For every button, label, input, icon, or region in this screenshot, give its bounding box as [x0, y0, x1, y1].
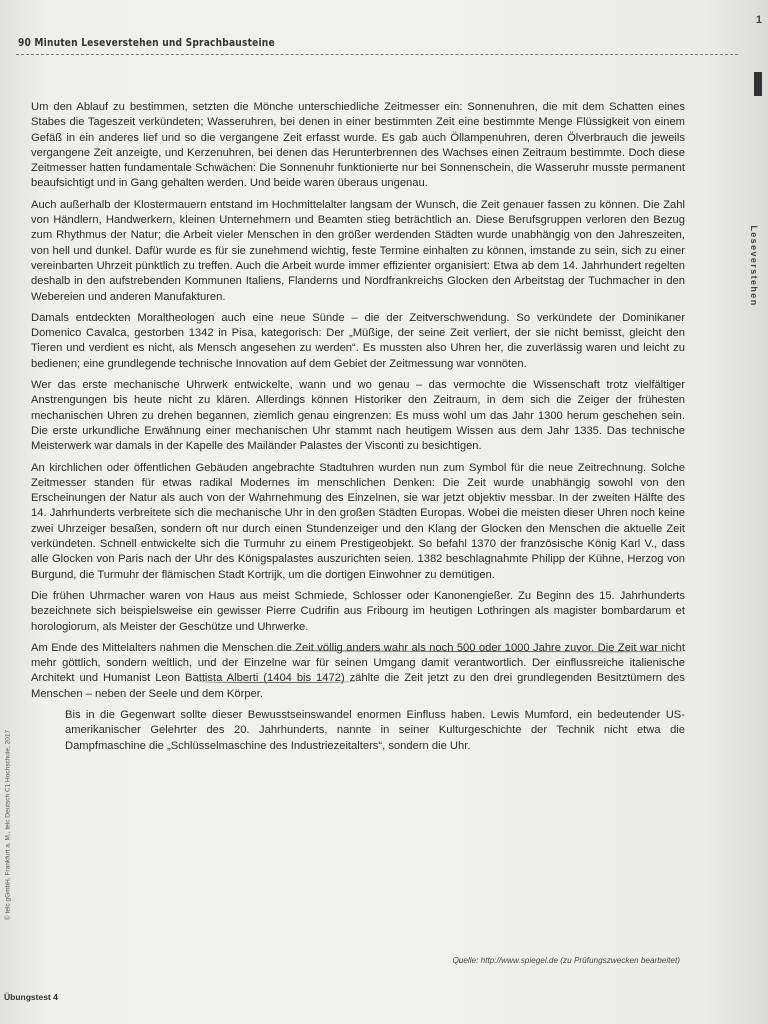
paragraph: Auch außerhalb der Klostermauern entstand im Hochmittelalter langsam der Wunsch, die Zeit genauer fassen zu können. Die Zahl von Händlern, Handwerkern, kleinen Unternehmern und Beamten stieg beträchtlich an. Diese Berufsgruppen verloren den Bezug zum Rhythmus der Natur; die Arbeit vieler Menschen in den größer werdenden Städten wurde unabhängig von den Jahreszeiten, von hell und dunkel. Dafür wurde es für sie zunehmend wichtig, feste Termine einhalten zu können, imstande zu sein, sich zu einer vereinbarten Uhrzeit pünktlich zu treffen. Auch die Arbeit wurde immer effizienter organisiert: Etwa ab dem 14. Jahrhundert regelten deshalb in den aufstrebenden Kommunen Italiens, Flanderns und Nordfrankreichs Glocken den Arbeitstag der Tuchmacher in den Webereien und anderen Manufakturen.: [31, 198, 685, 303]
page-number: 1: [755, 14, 762, 26]
paragraph: An kirchlichen oder öffentlichen Gebäuden angebrachte Stadtuhren wurden nun zum Symbol für die neue Zeitrechnung. Solche Zeitmesser standen für etwas radikal Modernes im menschlichen Denken: Die Zeit wurde unabhängig sowohl von den Erscheinungen der Natur als auch von der Wahrnehmung des Einzelnen, sie war jetzt objektiv messbar. In der zweiten Hälfte des 14. Jahrhunderts verbreitete sich die mechanische Uhr in den großen Städten Europas. Wobei die meisten dieser Uhren noch keine zwei Uhrzeiger besaßen, sondern oft nur durch einen Stundenzeiger und den Klang der Glocken den Menschen die aktuelle Zeit verkündeten. Schnell entwickelte sich die Turmuhr zu einem Prestigeobjekt. So befahl 1370 der französische König Karl V., dass alle Glocken von Paris nach der Uhr des Königspalastes auszurichten seien. 1382 beschlagnahmte Philipp der Kühne, Herzog von Burgund, die Turmuhr der flämischen Stadt Kortrijk, um die dortigen Einwohner zu demütigen.: [31, 461, 685, 581]
paragraph: Um den Ablauf zu bestimmen, setzten die Mönche unterschiedliche Zeitmesser ein: Sonnenuhren, die mit dem Schatten eines Stabes die Tageszeit verkündeten; Wasseruhren, bei denen in einer bestimmten Zeit eine bestimmte Menge Flüssigkeit von einem Gefäß in ein anderes lief und so die vergangene Zeit erfasst wurde. Es gab auch Öllampenuhren, deren Ölverbrauch die jeweils vergangene Zeit anzeigte, und Kerzenuhren, bei denen das Herunterbrennen des Wachses einen Zeitraum bestimmte. Doch diese Zeitmesser hatten fundamentale Schwächen: Die Sonnenuhr funktionierte nur bei Sonnenschein, die Wasseruhr musste permanent beaufsichtigt und in Gang gehalten werden. Und beide waren überaus ungenau.: [31, 101, 685, 190]
article-body: [31, 100, 685, 760]
section-tab-marker: [754, 72, 762, 96]
source-citation: Quelle: http://www.spiegel.de (zu Prüfungszwecken bearbeitet): [452, 956, 680, 965]
section-side-label: [746, 196, 762, 336]
copyright-text: © telc gGmbH, Frankfurt a. M., telc Deutsch C1 Hochschule, 2017: [4, 729, 12, 921]
section-side-label-text: Leseverstehen: [749, 225, 759, 307]
pen-underline-mark: [196, 679, 356, 683]
paragraph: Damals entdeckten Moraltheologen auch eine neue Sünde – die der Zeitverschwendung. So verkündete der Dominikaner Domenico Cavalca, gestorben 1342 in Pisa, kategorisch: Der „Müßige, der seine Zeit verliert, der sie nicht bemisst, gleicht den Tieren und verdient es nicht, als Mensch angesehen zu werden“. Es mussten also Uhren her, die zuverlässig waren und leicht zu bedienen; eine grundlegende technische Innovation auf dem Gebiet der Zeitmessung war vonnöten.: [31, 311, 685, 370]
header-title: 90 Minuten Leseverstehen und Sprachbausteine: [18, 36, 275, 49]
page-footer: Übungstest 4: [4, 992, 58, 1002]
paragraph: Bis in die Gegenwart sollte dieser Bewusstseinswandel enormen Einfluss haben. Lewis Mumford, ein bedeutender US-amerikanischer Gelehrter des 20. Jahrhunderts, nannte in seiner Kulturgeschichte der Technik nicht etwa die Dampfmaschine die „Schlüsselmaschine des Industriezeitalters“, sondern die Uhr.: [65, 708, 685, 752]
paragraph: Wer das erste mechanische Uhrwerk entwickelte, wann und wo genau – das vermochte die Wissenschaft trotz vielfältiger Anstrengungen bis heute nicht zu klären. Allerdings können Historiker den Zeitraum, in dem sich die Zeiger der frühesten mechanischen Uhren zu drehen begannen, ziemlich genau eingrenzen: Es muss wohl um das Jahr 1300 herum geschehen sein. Die erste urkundliche Erwähnung einer mechanischen Uhr stammt nach heutigem Wissen aus dem Jahr 1335. Das technische Meisterwerk war damals in der Kapelle des Mailänder Palastes der Visconti zu besichtigen.: [31, 379, 685, 453]
page-header: [16, 36, 738, 55]
copyright-side-label: [2, 730, 14, 920]
paragraph: Am Ende des Mittelalters nahmen die Menschen die Zeit völlig anders wahr als noch 500 oder 1000 Jahre zuvor. Die Zeit war nicht mehr göttlich, sondern weltlich, und der Einzelne war für seinen Umgang damit verantwortlich. Der einflussreiche italienische Architekt und Humanist Leon Battista Alberti (1404 bis 1472) zählte die Zeit jetzt zu den drei grundlegenden Besitztümern des Menschen – neben der Seele und dem Körper.: [31, 641, 685, 700]
paragraph: Die frühen Uhrmacher waren von Haus aus meist Schmiede, Schlosser oder Kanonengießer. Zu Beginn des 15. Jahrhunderts bezeichnete sich beispielsweise ein gewisser Pierre Cudrifin aus Fribourg im heutigen Lothringen als magister bombardarum et horologiorum, als Meister der Geschütze und Uhrwerke.: [31, 589, 685, 633]
